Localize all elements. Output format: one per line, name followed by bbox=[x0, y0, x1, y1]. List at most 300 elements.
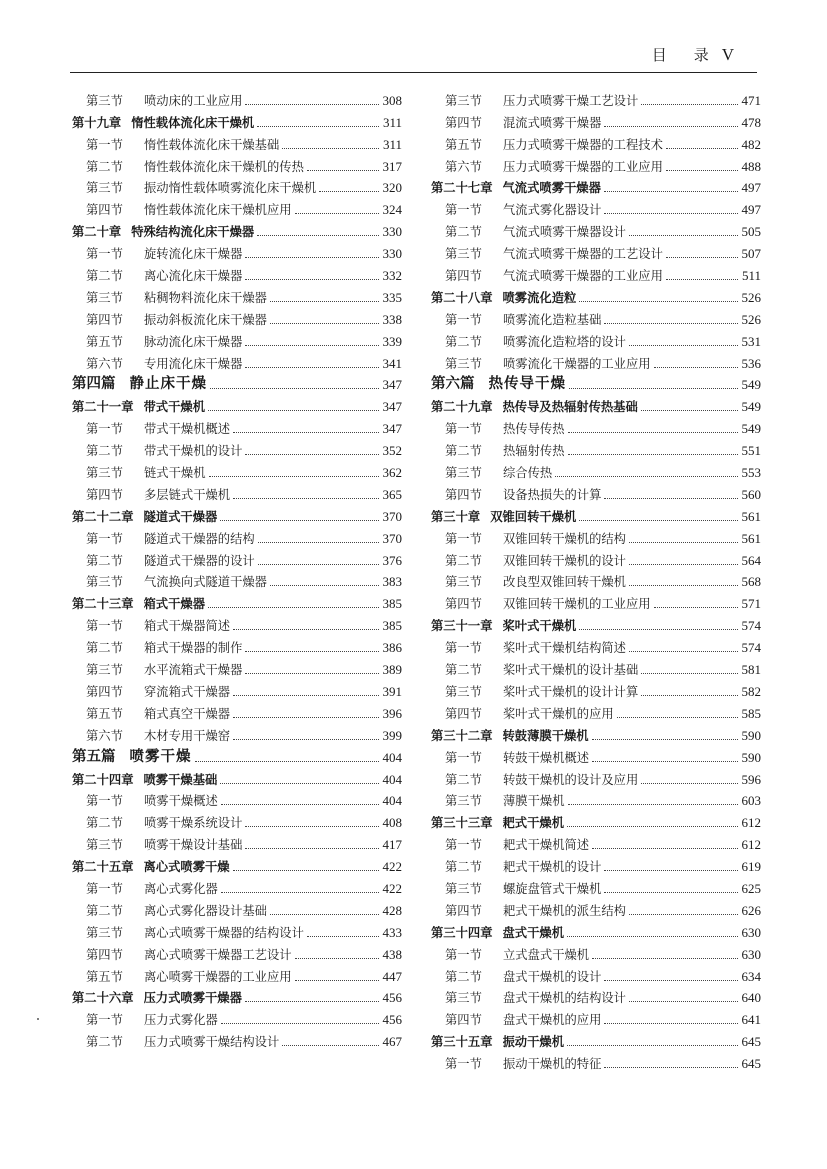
toc-section-row bbox=[72, 897, 402, 919]
toc-section-title: 振动干燥机的特征 bbox=[503, 1057, 602, 1072]
toc-page-number: 482 bbox=[741, 136, 761, 152]
toc-page-number: 391 bbox=[382, 683, 402, 699]
toc-page-number: 488 bbox=[741, 158, 761, 174]
toc-chapter-number: 第三十五章 bbox=[431, 1034, 493, 1050]
toc-section-number: 第三节 bbox=[86, 925, 123, 940]
toc-page-number: 422 bbox=[382, 859, 402, 875]
toc-section-number: 第一节 bbox=[86, 531, 123, 546]
toc-section-title: 气流式喷雾干燥器设计 bbox=[503, 225, 626, 240]
toc-page-number: 625 bbox=[741, 880, 761, 896]
toc-section-title: 惰性载体流化床干燥基础 bbox=[144, 137, 280, 152]
toc-section-title: 压力式喷雾干燥结构设计 bbox=[144, 1035, 280, 1050]
page-header bbox=[652, 44, 735, 65]
toc-page-number: 511 bbox=[741, 268, 761, 284]
toc-chapter-row bbox=[72, 853, 402, 875]
toc-section-title: 粘稠物料流化床干燥器 bbox=[144, 290, 267, 305]
toc-section-number: 第六节 bbox=[445, 159, 482, 174]
toc-part-row bbox=[431, 372, 761, 394]
toc-page-number: 417 bbox=[382, 837, 402, 853]
toc-section-title: 转鼓干燥机的设计及应用 bbox=[503, 772, 639, 787]
toc-section-row bbox=[431, 109, 761, 131]
toc-page-number: 399 bbox=[382, 727, 402, 743]
toc-section-row bbox=[72, 262, 402, 284]
toc-page-number: 404 bbox=[382, 749, 402, 765]
toc-page-number: 645 bbox=[741, 1034, 761, 1050]
toc-chapter-title: 喷雾流化造粒 bbox=[502, 289, 577, 305]
dot-leader bbox=[641, 695, 737, 696]
toc-section-row bbox=[431, 590, 761, 612]
dot-leader bbox=[641, 104, 737, 105]
dot-leader bbox=[245, 279, 378, 280]
toc-section-number: 第二节 bbox=[86, 269, 123, 284]
toc-page-number: 339 bbox=[382, 333, 402, 349]
toc-section-row bbox=[431, 525, 761, 547]
toc-section-number: 第一节 bbox=[445, 750, 482, 765]
dot-leader bbox=[641, 783, 737, 784]
toc-chapter-title: 热传导及热辐射传热基础 bbox=[502, 399, 638, 415]
toc-chapter-title: 耙式干燥机 bbox=[502, 815, 564, 831]
toc-section-row bbox=[72, 678, 402, 700]
toc-section-title: 振动斜板流化床干燥器 bbox=[144, 312, 267, 327]
dot-leader bbox=[257, 235, 378, 236]
toc-section-title: 喷雾干燥设计基础 bbox=[144, 838, 243, 853]
dot-leader bbox=[245, 848, 378, 849]
toc-page-number: 324 bbox=[382, 202, 402, 218]
toc-section-number: 第二节 bbox=[86, 1035, 123, 1050]
dot-leader bbox=[567, 826, 738, 827]
toc-section-row bbox=[431, 875, 761, 897]
toc-section-row bbox=[72, 809, 402, 831]
toc-section-row bbox=[431, 196, 761, 218]
toc-chapter-row bbox=[431, 284, 761, 306]
toc-section-number: 第二节 bbox=[86, 903, 123, 918]
toc-section-row bbox=[72, 350, 402, 372]
dot-leader bbox=[233, 629, 378, 630]
toc-page-number: 352 bbox=[382, 443, 402, 459]
toc-page-number: 564 bbox=[741, 552, 761, 568]
dot-leader bbox=[604, 980, 737, 981]
toc-section-row bbox=[431, 547, 761, 569]
toc-chapter-row bbox=[72, 503, 402, 525]
toc-page-number: 641 bbox=[741, 1012, 761, 1028]
toc-page-number: 370 bbox=[382, 530, 402, 546]
toc-page-number: 320 bbox=[382, 180, 402, 196]
toc-section-row bbox=[431, 788, 761, 810]
dot-leader bbox=[295, 980, 379, 981]
toc-part-title: 热传导干燥 bbox=[488, 375, 566, 393]
scan-speck bbox=[37, 1018, 39, 1020]
toc-section-title: 薄膜干燥机 bbox=[503, 794, 565, 809]
dot-leader bbox=[233, 432, 378, 433]
toc-chapter-number: 第二十七章 bbox=[431, 180, 493, 196]
toc-section-title: 气流式喷雾干燥器的工业应用 bbox=[503, 269, 663, 284]
toc-section-title: 热传导传热 bbox=[503, 422, 565, 437]
toc-section-number: 第四节 bbox=[86, 312, 123, 327]
dot-leader bbox=[209, 476, 379, 477]
toc-section-number: 第一节 bbox=[445, 422, 482, 437]
toc-page-number: 505 bbox=[741, 224, 761, 240]
toc-chapter-row bbox=[431, 919, 761, 941]
dot-leader bbox=[245, 826, 378, 827]
toc-section-title: 桨叶式干燥机的设计基础 bbox=[503, 663, 639, 678]
dot-leader bbox=[604, 191, 738, 192]
dot-leader bbox=[592, 958, 737, 959]
toc-section-row bbox=[72, 634, 402, 656]
toc-page-number: 596 bbox=[741, 771, 761, 787]
dot-leader bbox=[568, 432, 738, 433]
toc-section-number: 第四节 bbox=[445, 903, 482, 918]
toc-chapter-row bbox=[431, 612, 761, 634]
toc-page-number: 456 bbox=[382, 990, 402, 1006]
toc-section-number: 第四节 bbox=[445, 269, 482, 284]
toc-page-number: 347 bbox=[382, 399, 402, 415]
toc-chapter-number: 第二十四章 bbox=[72, 771, 134, 787]
toc-chapter-title: 喷雾干燥基础 bbox=[143, 771, 218, 787]
toc-section-title: 隧道式干燥器的设计 bbox=[144, 553, 255, 568]
dot-leader bbox=[245, 673, 378, 674]
toc-page-number: 630 bbox=[741, 924, 761, 940]
toc-section-row bbox=[72, 284, 402, 306]
toc-section-number: 第四节 bbox=[86, 487, 123, 502]
toc-section-title: 离心式喷雾干燥器的结构设计 bbox=[144, 925, 304, 940]
header-mu: 目 bbox=[651, 46, 668, 64]
toc-section-row bbox=[431, 459, 761, 481]
dot-leader bbox=[555, 476, 737, 477]
toc-chapter-number: 第二十章 bbox=[72, 224, 122, 240]
toc-chapter-title: 带式干燥机 bbox=[143, 399, 205, 415]
dot-leader bbox=[654, 607, 738, 608]
toc-section-title: 木材专用干燥窑 bbox=[144, 728, 231, 743]
toc-section-title: 双锥回转干燥机的结构 bbox=[503, 531, 626, 546]
toc-section-title: 离心流化床干燥器 bbox=[144, 269, 243, 284]
header-rule bbox=[70, 72, 757, 73]
dot-leader bbox=[282, 148, 379, 149]
toc-chapter-title: 盘式干燥机 bbox=[502, 924, 564, 940]
dot-leader bbox=[233, 717, 378, 718]
dot-leader bbox=[221, 892, 379, 893]
toc-section-number: 第一节 bbox=[86, 422, 123, 437]
toc-section-number: 第一节 bbox=[86, 619, 123, 634]
toc-section-title: 设备热损失的计算 bbox=[503, 487, 602, 502]
toc-chapter-number: 第二十九章 bbox=[431, 399, 493, 415]
dot-leader bbox=[579, 629, 737, 630]
dot-leader bbox=[604, 1023, 737, 1024]
toc-chapter-title: 桨叶式干燥机 bbox=[502, 618, 577, 634]
toc-section-number: 第三节 bbox=[86, 575, 123, 590]
dot-leader bbox=[579, 301, 737, 302]
toc-page-number: 404 bbox=[382, 771, 402, 787]
toc-page-number: 561 bbox=[741, 508, 761, 524]
toc-section-title: 箱式干燥器的制作 bbox=[144, 641, 243, 656]
dot-leader bbox=[270, 585, 379, 586]
dot-leader bbox=[629, 345, 738, 346]
toc-section-title: 压力式喷雾干燥器的工业应用 bbox=[503, 159, 663, 174]
toc-section-title: 带式干燥机的设计 bbox=[144, 444, 243, 459]
toc-section-title: 穿流箱式干燥器 bbox=[144, 684, 231, 699]
toc-section-row bbox=[72, 656, 402, 678]
toc-page-number: 560 bbox=[741, 486, 761, 502]
toc-chapter-number: 第二十五章 bbox=[72, 859, 134, 875]
toc-part-title: 喷雾干燥 bbox=[129, 747, 192, 765]
toc-section-number: 第一节 bbox=[445, 641, 482, 656]
toc-page-number: 640 bbox=[741, 990, 761, 1006]
toc-chapter-title: 特殊结构流化床干燥器 bbox=[131, 224, 255, 240]
toc-section-row bbox=[431, 831, 761, 853]
toc-page-number: 478 bbox=[741, 114, 761, 130]
toc-chapter-title: 惰性载体流化床干燥机 bbox=[131, 114, 255, 130]
toc-section-row bbox=[72, 415, 402, 437]
toc-section-row bbox=[431, 350, 761, 372]
toc-section-number: 第六节 bbox=[86, 728, 123, 743]
toc-section-row bbox=[72, 963, 402, 985]
dot-leader bbox=[220, 783, 378, 784]
dot-leader bbox=[221, 804, 379, 805]
toc-section-row bbox=[431, 700, 761, 722]
toc-section-title: 水平流箱式干燥器 bbox=[144, 663, 243, 678]
toc-page-number: 447 bbox=[382, 968, 402, 984]
toc-chapter-number: 第二十六章 bbox=[72, 990, 134, 1006]
dot-leader bbox=[208, 607, 379, 608]
dot-leader bbox=[245, 104, 378, 105]
toc-section-row bbox=[72, 328, 402, 350]
toc-page-number: 582 bbox=[741, 683, 761, 699]
toc-section-title: 双锥回转干燥机的工业应用 bbox=[503, 597, 651, 612]
dot-leader bbox=[245, 345, 378, 346]
toc-section-title: 振动惰性载体喷雾流化床干燥机 bbox=[144, 181, 317, 196]
toc-section-title: 专用流化床干燥器 bbox=[144, 356, 243, 371]
toc-section-row bbox=[431, 569, 761, 591]
dot-leader bbox=[208, 410, 379, 411]
dot-leader bbox=[270, 301, 379, 302]
toc-section-number: 第四节 bbox=[445, 706, 482, 721]
toc-chapter-number: 第三十三章 bbox=[431, 815, 493, 831]
toc-part-number: 第六篇 bbox=[431, 375, 475, 393]
toc-page-number: 549 bbox=[741, 421, 761, 437]
dot-leader bbox=[245, 367, 378, 368]
toc-section-title: 脉动流化床干燥器 bbox=[144, 334, 243, 349]
header-lu: 录 bbox=[693, 46, 710, 64]
toc-part-number: 第四篇 bbox=[72, 375, 116, 393]
toc-section-number: 第三节 bbox=[86, 663, 123, 678]
toc-chapter-row bbox=[431, 175, 761, 197]
header-page-number: V bbox=[721, 45, 735, 64]
toc-section-row bbox=[72, 437, 402, 459]
toc-section-row bbox=[431, 153, 761, 175]
toc-section-row bbox=[72, 525, 402, 547]
toc-section-number: 第五节 bbox=[86, 969, 123, 984]
toc-page-number: 456 bbox=[382, 1012, 402, 1028]
toc-chapter-row bbox=[72, 985, 402, 1007]
toc-page-number: 467 bbox=[382, 1034, 402, 1050]
toc-section-row bbox=[72, 547, 402, 569]
toc-chapter-number: 第二十八章 bbox=[431, 289, 493, 305]
toc-page-number: 590 bbox=[741, 749, 761, 765]
toc-section-number: 第二节 bbox=[445, 334, 482, 349]
toc-page-number: 574 bbox=[741, 640, 761, 656]
toc-section-title: 耙式干燥机的设计 bbox=[503, 860, 602, 875]
toc-section-title: 盘式干燥机的结构设计 bbox=[503, 991, 626, 1006]
dot-leader bbox=[666, 170, 738, 171]
dot-leader bbox=[629, 585, 738, 586]
toc-chapter-row bbox=[72, 109, 402, 131]
toc-section-number: 第二节 bbox=[445, 444, 482, 459]
toc-part-row bbox=[72, 744, 402, 766]
dot-leader bbox=[666, 279, 738, 280]
dot-leader bbox=[604, 126, 737, 127]
dot-leader bbox=[295, 958, 379, 959]
toc-page-number: 590 bbox=[741, 727, 761, 743]
toc-section-title: 离心式喷雾干燥器工艺设计 bbox=[144, 947, 292, 962]
toc-section-row bbox=[72, 459, 402, 481]
dot-leader bbox=[245, 1001, 379, 1002]
dot-leader bbox=[257, 126, 379, 127]
toc-section-row bbox=[431, 240, 761, 262]
toc-section-title: 压力式雾化器 bbox=[144, 1013, 218, 1028]
toc-page-number: 526 bbox=[741, 289, 761, 305]
toc-section-title: 热辐射传热 bbox=[503, 444, 565, 459]
toc-section-row bbox=[72, 175, 402, 197]
toc-section-title: 喷雾流化造粒基础 bbox=[503, 312, 602, 327]
dot-leader bbox=[629, 542, 738, 543]
toc-page-number: 531 bbox=[741, 333, 761, 349]
toc-section-number: 第二节 bbox=[445, 553, 482, 568]
toc-page-number: 507 bbox=[741, 246, 761, 262]
toc-page-number: 383 bbox=[382, 574, 402, 590]
dot-leader bbox=[233, 498, 378, 499]
toc-page-number: 619 bbox=[741, 859, 761, 875]
toc-section-row bbox=[72, 569, 402, 591]
toc-chapter-number: 第二十二章 bbox=[72, 508, 134, 524]
toc-page-number: 612 bbox=[741, 815, 761, 831]
toc-part-title: 静止床干燥 bbox=[129, 375, 207, 393]
dot-leader bbox=[245, 257, 378, 258]
toc-section-title: 喷雾流化干燥器的工业应用 bbox=[503, 356, 651, 371]
toc-chapter-row bbox=[72, 393, 402, 415]
toc-section-number: 第四节 bbox=[445, 597, 482, 612]
toc-section-number: 第一节 bbox=[445, 947, 482, 962]
toc-chapter-title: 转鼓薄膜干燥机 bbox=[502, 727, 589, 743]
toc-section-number: 第二节 bbox=[445, 860, 482, 875]
toc-section-row bbox=[72, 1028, 402, 1050]
toc-section-number: 第三节 bbox=[445, 575, 482, 590]
toc-section-number: 第四节 bbox=[86, 947, 123, 962]
toc-section-title: 离心喷雾干燥器的工业应用 bbox=[144, 969, 292, 984]
toc-section-row bbox=[431, 897, 761, 919]
toc-section-title: 压力式喷雾干燥工艺设计 bbox=[503, 93, 639, 108]
dot-leader bbox=[258, 564, 379, 565]
toc-section-row bbox=[431, 328, 761, 350]
toc-section-title: 综合传热 bbox=[503, 466, 553, 481]
toc-chapter-number: 第二十三章 bbox=[72, 596, 134, 612]
toc-section-row bbox=[431, 262, 761, 284]
toc-chapter-row bbox=[72, 590, 402, 612]
toc-section-title: 惰性载体流化床干燥机的传热 bbox=[144, 159, 304, 174]
dot-leader bbox=[270, 323, 379, 324]
toc-page-number: 311 bbox=[382, 114, 402, 130]
toc-section-number: 第三节 bbox=[86, 181, 123, 196]
toc-section-title: 旋转流化床干燥器 bbox=[144, 247, 243, 262]
toc-section-row bbox=[72, 153, 402, 175]
toc-section-number: 第一节 bbox=[445, 838, 482, 853]
dot-leader bbox=[654, 367, 738, 368]
toc-page-number: 612 bbox=[741, 837, 761, 853]
dot-leader bbox=[568, 454, 738, 455]
toc-section-title: 隧道式干燥器的结构 bbox=[144, 531, 255, 546]
toc-section-row bbox=[431, 131, 761, 153]
toc-section-number: 第三节 bbox=[445, 93, 482, 108]
toc-section-number: 第一节 bbox=[445, 1057, 482, 1072]
toc-page-number: 308 bbox=[382, 92, 402, 108]
toc-section-row bbox=[431, 481, 761, 503]
toc-section-title: 耙式干燥机简述 bbox=[503, 838, 590, 853]
toc-section-row bbox=[72, 306, 402, 328]
toc-page-number: 317 bbox=[382, 158, 402, 174]
dot-leader bbox=[233, 739, 378, 740]
toc-section-number: 第三节 bbox=[86, 93, 123, 108]
toc-section-row bbox=[431, 415, 761, 437]
toc-section-number: 第三节 bbox=[445, 881, 482, 896]
dot-leader bbox=[666, 148, 738, 149]
dot-leader bbox=[220, 520, 378, 521]
toc-section-number: 第三节 bbox=[445, 247, 482, 262]
toc-chapter-number: 第二十一章 bbox=[72, 399, 134, 415]
toc-section-title: 喷雾流化造粒塔的设计 bbox=[503, 334, 626, 349]
toc-page-number: 553 bbox=[741, 465, 761, 481]
toc-section-title: 惰性载体流化床干燥机应用 bbox=[144, 203, 292, 218]
toc-section-row bbox=[72, 700, 402, 722]
dot-leader bbox=[567, 1045, 738, 1046]
toc-section-number: 第二节 bbox=[445, 225, 482, 240]
toc-chapter-number: 第三十四章 bbox=[431, 924, 493, 940]
toc-section-row bbox=[72, 87, 402, 109]
toc-chapter-number: 第三十章 bbox=[431, 508, 481, 524]
toc-section-row bbox=[72, 481, 402, 503]
toc-section-title: 气流换向式隧道干燥器 bbox=[144, 575, 267, 590]
toc-section-title: 箱式真空干燥器 bbox=[144, 706, 231, 721]
toc-page-number: 645 bbox=[741, 1056, 761, 1072]
toc-section-number: 第三节 bbox=[445, 684, 482, 699]
toc-page-number: 341 bbox=[382, 355, 402, 371]
toc-section-title: 喷雾干燥概述 bbox=[144, 794, 218, 809]
toc-section-title: 桨叶式干燥机的设计计算 bbox=[503, 684, 639, 699]
dot-leader bbox=[641, 673, 737, 674]
toc-section-title: 桨叶式干燥机的应用 bbox=[503, 706, 614, 721]
toc-section-number: 第三节 bbox=[86, 838, 123, 853]
toc-section-number: 第一节 bbox=[86, 794, 123, 809]
toc-section-number: 第一节 bbox=[86, 137, 123, 152]
dot-leader bbox=[629, 914, 738, 915]
dot-leader bbox=[195, 761, 379, 762]
toc-chapter-number: 第十九章 bbox=[72, 114, 122, 130]
dot-leader bbox=[617, 717, 738, 718]
toc-chapter-title: 压力式喷雾干燥器 bbox=[143, 990, 242, 1006]
toc-page-number: 311 bbox=[382, 136, 402, 152]
toc-chapter-number: 第三十一章 bbox=[431, 618, 493, 634]
dot-leader bbox=[282, 1045, 378, 1046]
toc-section-row bbox=[72, 240, 402, 262]
dot-leader bbox=[629, 651, 738, 652]
toc-section-row bbox=[431, 853, 761, 875]
toc-page-number: 603 bbox=[741, 793, 761, 809]
dot-leader bbox=[629, 235, 738, 236]
dot-leader bbox=[233, 695, 378, 696]
toc-section-row bbox=[72, 919, 402, 941]
toc-section-number: 第二节 bbox=[86, 641, 123, 656]
toc-section-title: 离心式雾化器设计基础 bbox=[144, 903, 267, 918]
toc-section-number: 第二节 bbox=[445, 663, 482, 678]
toc-page-number: 568 bbox=[741, 574, 761, 590]
dot-leader bbox=[629, 1001, 738, 1002]
